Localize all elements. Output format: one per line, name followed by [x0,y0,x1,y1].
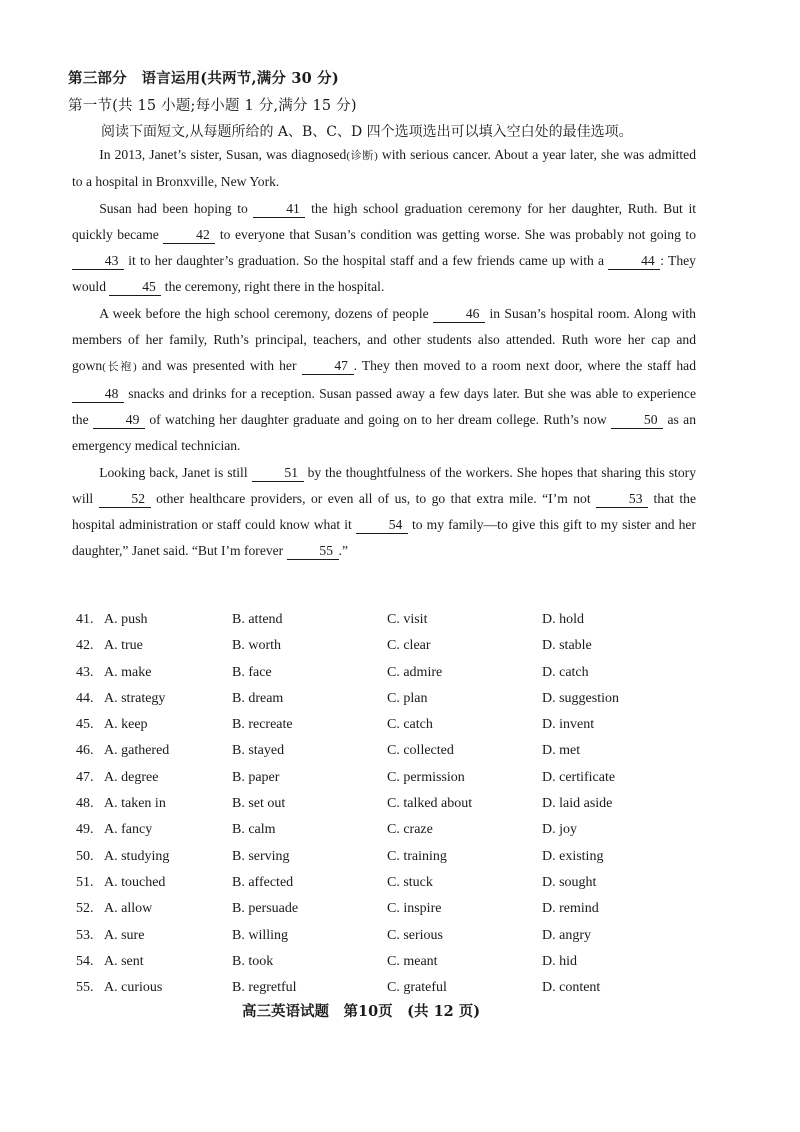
question-number: 50. [76,848,94,864]
blank-53[interactable]: 53 [596,491,648,508]
option-a[interactable]: A. studying [104,848,170,864]
option-d[interactable]: D. stable [542,638,592,654]
question-row [76,822,676,848]
annotation: (诊断) [346,150,378,162]
option-b[interactable]: B. calm [232,822,276,838]
option-d[interactable]: D. suggestion [542,690,619,706]
question-row [76,928,676,954]
option-d[interactable]: D. laid aside [542,796,613,812]
option-c[interactable]: C. admire [387,664,443,680]
option-b[interactable]: B. dream [232,690,284,706]
option-c[interactable]: C. visit [387,612,428,627]
question-row [76,849,676,875]
option-c[interactable]: C. inspire [387,901,442,917]
option-d[interactable]: D. met [542,743,581,759]
question-row [76,665,676,691]
option-a[interactable]: A. allow [104,901,153,917]
option-b[interactable]: B. took [232,953,274,969]
paragraph-2: Susan had been hoping to 41 the high school graduation ceremony for her daughter, Ruth. But it quickly became 42 to everyone that Susan’s condition was getting worse. She was probably not going to 43 it to her daughter’s graduation. So the hospital staff and a few friends came up with a 44 : They would 45 the ceremony, right there in the hospital. [72,200,697,295]
option-c[interactable]: C. permission [387,769,465,785]
blank-46[interactable]: 46 [433,306,485,323]
option-a[interactable]: A. keep [104,717,148,733]
question-number: 41. [76,612,94,627]
option-b[interactable]: B. stayed [232,743,285,759]
blank-43[interactable]: 43 [72,253,124,270]
option-b[interactable]: B. affected [232,874,294,890]
option-d[interactable]: D. hid [542,953,577,969]
option-d[interactable]: D. catch [542,664,589,680]
question-number: 54. [76,953,94,969]
option-a[interactable]: A. strategy [104,690,166,706]
option-a[interactable]: A. sure [104,927,145,943]
option-a[interactable]: A. touched [104,874,166,890]
option-b[interactable]: B. willing [232,927,289,943]
question-number: 52. [76,901,94,917]
question-number: 53. [76,927,94,943]
option-b[interactable]: B. regretful [232,980,297,996]
option-c[interactable]: C. grateful [387,980,447,996]
section-subtitle: 第一节(共 15 小题;每小题 1 分,满分 15 分) [68,98,357,114]
instruction: 阅读下面短文,从每题所给的 A、B、C、D 四个选项选出可以填入空白处的最佳选项。 [101,124,633,140]
question-number: 45. [76,717,94,733]
question-number: 48. [76,796,94,812]
question-number: 47. [76,769,94,785]
option-a[interactable]: A. push [104,612,148,627]
question-row [76,743,676,769]
question-number: 43. [76,664,94,680]
option-d[interactable]: D. invent [542,717,595,733]
section-title: 第三部分 语言运用(共两节,满分 30 分) [68,70,339,87]
paragraph-4: Looking back, Janet is still 51 by the thoughtfulness of the workers. She hopes that sharing this story will 52 other healthcare providers, or even all of us, to go that extra mile. “I’m not 53 that the hospital administration or staff could know what it 54 to my family—to give this gift to my sister and her daughter,” Janet said. “But I’m forever 55 .” [72,464,697,559]
option-c[interactable]: C. meant [387,953,438,969]
option-a[interactable]: A. sent [104,953,144,969]
option-a[interactable]: A. taken in [104,796,166,812]
option-b[interactable]: B. worth [232,638,281,654]
question-number: 42. [76,638,94,654]
annotation: (长袍) [102,361,137,374]
question-row [76,796,676,822]
blank-48[interactable]: 48 [72,386,124,403]
option-d[interactable]: D. certificate [542,769,616,785]
blank-49[interactable]: 49 [93,412,145,429]
option-b[interactable]: B. set out [232,796,286,812]
option-a[interactable]: A. degree [104,769,159,785]
question-row [76,901,676,927]
blank-45[interactable]: 45 [109,279,161,296]
blank-54[interactable]: 54 [356,517,408,534]
option-c[interactable]: C. catch [387,717,433,733]
option-c[interactable]: C. clear [387,638,431,654]
option-c[interactable]: C. plan [387,690,428,706]
blank-42[interactable]: 42 [163,227,215,244]
option-d[interactable]: D. angry [542,927,591,943]
question-number: 46. [76,743,94,759]
question-number: 51. [76,874,94,890]
option-d[interactable]: D. content [542,980,601,996]
option-a[interactable]: A. gathered [104,743,170,759]
option-c[interactable]: C. craze [387,822,433,838]
question-row [76,717,676,743]
paragraph-3: A week before the high school ceremony, dozens of people 46 in Susan’s hospital room. Along with members of her family, Ruth’s principal, teachers, and other students also attended. Ruth wore her cap and gown(长袍) and was presented with her 47 . They then moved to a room next door, where the staff had 48 snacks and drinks for a reception. Susan passed away a few days later. But she was able to experience the 49 of watching her daughter graduate and going on to her dream college. Ruth’s now 50 as an emergency medical technician. [72,305,696,454]
option-a[interactable]: A. fancy [104,822,153,838]
option-c[interactable]: C. training [387,848,447,864]
passage [72,142,696,565]
option-d[interactable]: D. joy [542,822,577,838]
option-d[interactable]: D. existing [542,848,604,864]
option-d[interactable]: D. hold [542,612,584,627]
paragraph-1: In 2013, Janet’s sister, Susan, was diagnosed(诊断) with serious cancer. About a year later, she was admitted to a hospital in Bronxville, New York. [72,147,697,190]
page-footer: 高三英语试题 第10页 (共 12 页) [242,1003,481,1020]
option-b[interactable]: B. recreate [232,717,293,733]
option-b[interactable]: B. attend [232,612,283,627]
blank-41[interactable]: 41 [253,201,305,218]
option-c[interactable]: C. stuck [387,874,433,890]
blank-55[interactable]: 55 [287,543,339,560]
question-row [76,770,676,796]
option-a[interactable]: A. true [104,638,143,654]
question-row [76,954,676,980]
question-number: 44. [76,690,94,706]
option-c[interactable]: C. collected [387,743,454,759]
option-b[interactable]: B. paper [232,769,280,785]
blank-47[interactable]: 47 [302,358,354,375]
question-row [76,612,676,638]
option-b[interactable]: B. face [232,664,272,680]
option-c[interactable]: C. talked about [387,796,473,812]
options-list [76,612,676,1006]
question-row [76,691,676,717]
option-b[interactable]: B. serving [232,848,290,864]
blank-52[interactable]: 52 [99,491,151,508]
blank-50[interactable]: 50 [611,412,663,429]
option-a[interactable]: A. make [104,664,152,680]
question-number: 49. [76,822,94,838]
blank-51[interactable]: 51 [252,465,304,482]
question-number: 55. [76,980,94,996]
option-c[interactable]: C. serious [387,927,443,943]
option-d[interactable]: D. remind [542,901,599,917]
blank-44[interactable]: 44 [608,253,660,270]
question-row [76,875,676,901]
option-b[interactable]: B. persuade [232,901,299,917]
question-row [76,638,676,664]
option-d[interactable]: D. sought [542,874,597,890]
option-a[interactable]: A. curious [104,980,163,996]
